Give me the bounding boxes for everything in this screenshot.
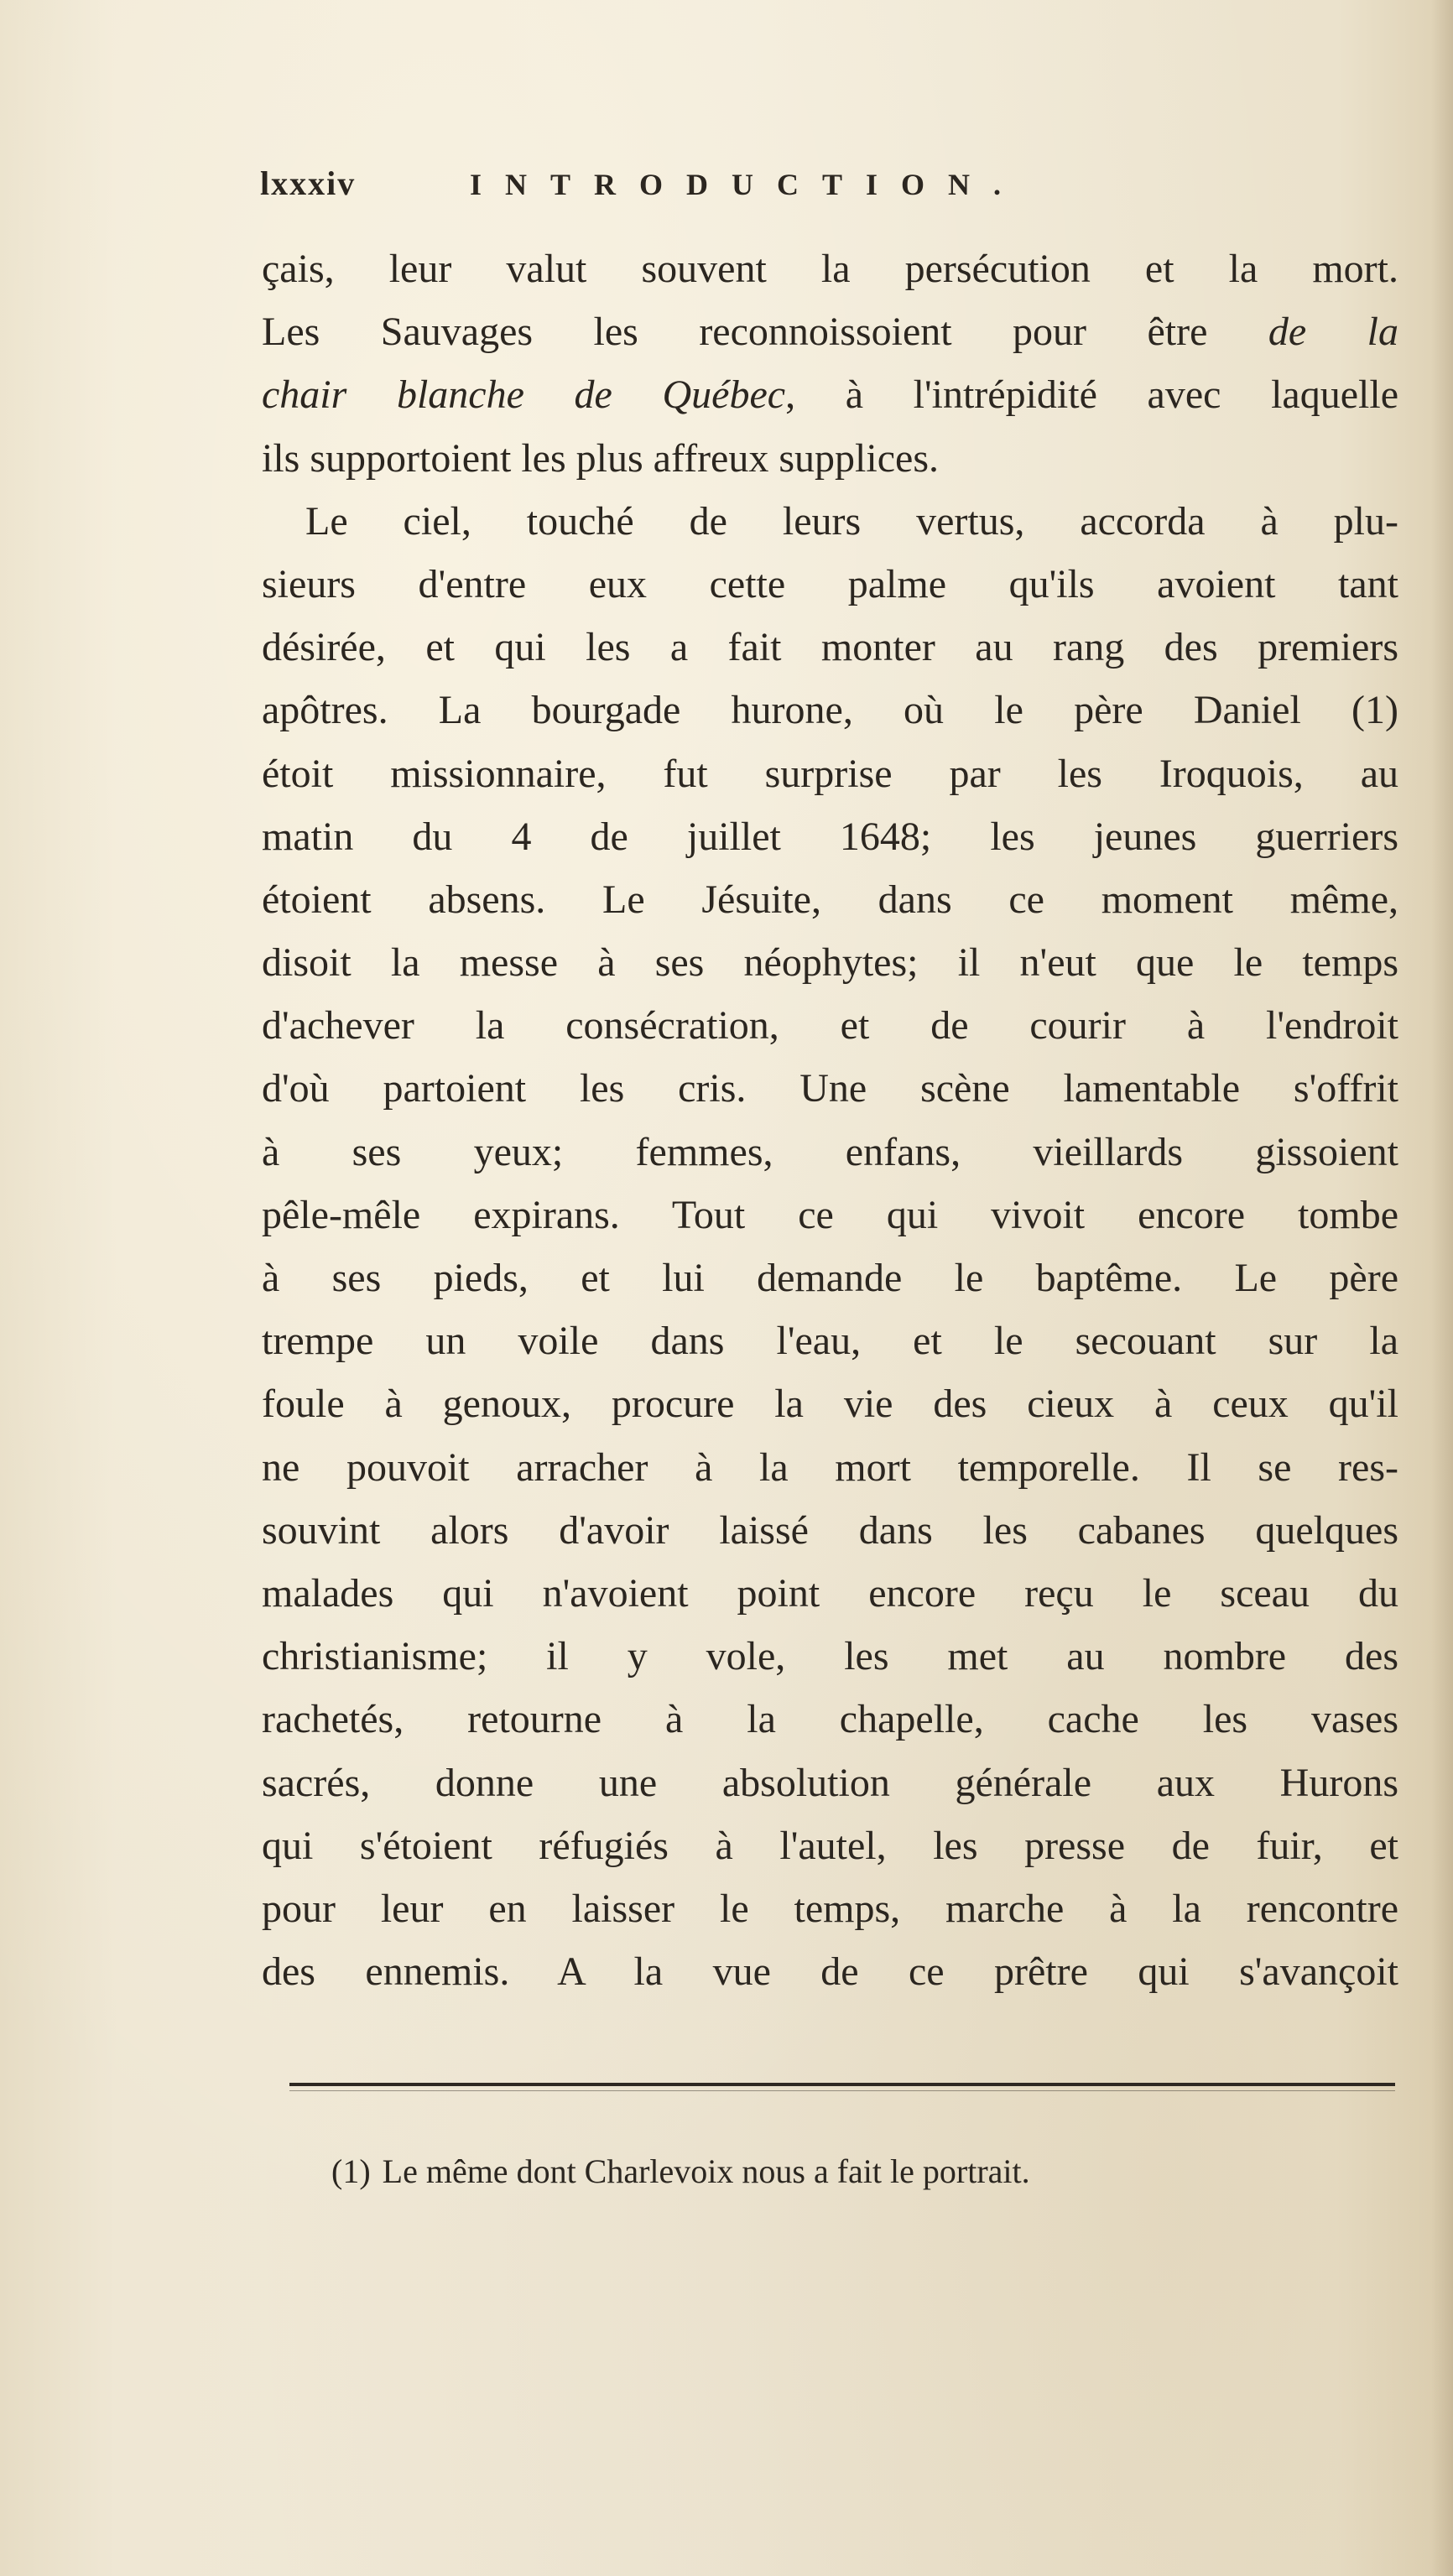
text-line-19: foule à genoux, procure la vie des cieux à ceux qu'il <box>262 1382 1398 1427</box>
page-edge-shadow <box>1431 0 1453 2576</box>
text-line-26: qui s'étoient réfugiés à l'autel, les presse de fuir, et <box>262 1823 1398 1868</box>
footnote-marker: (1) <box>331 2152 371 2190</box>
text-line-17: à ses pieds, et lui demande le baptême. Le père <box>262 1256 1398 1300</box>
text-line-25: sacrés, donne une absolution générale aux Hurons <box>262 1760 1398 1805</box>
footnote <box>331 2152 1030 2191</box>
text-line-3-italic: chair blanche de Québec <box>262 372 786 418</box>
text-line-10: matin du 4 de juillet 1648; les jeunes guerriers <box>262 814 1398 859</box>
text-line-3 <box>262 363 1398 426</box>
text-line-16: pêle-mêle expirans. Tout ce qui vivoit encore tombe <box>262 1192 1398 1237</box>
running-head: INTRODUCTION. <box>470 168 1025 201</box>
page-header <box>260 164 1183 214</box>
footnote-rule <box>289 2083 1395 2086</box>
text-line-4: ils supportoient les plus affreux supplices. <box>262 435 939 481</box>
text-line-18: trempe un voile dans l'eau, et le secouant sur la <box>262 1319 1398 1364</box>
text-line-20: ne pouvoit arracher à la mort temporelle. Il se res- <box>262 1444 1398 1490</box>
text-line-12: disoit la messe à ses néophytes; il n'eut que le temps <box>262 940 1398 986</box>
text-line-23: christianisme; il y vole, les met au nombre des <box>262 1634 1398 1679</box>
text-line-27: pour leur en laisser le temps, marche à la rencontre <box>262 1886 1398 1931</box>
text-line-2 <box>262 300 1398 363</box>
footnote-text: Le même dont Charlevoix nous a fait le portrait. <box>382 2152 1030 2190</box>
text-line-24: rachetés, retourne à la chapelle, cache les vases <box>262 1697 1398 1742</box>
text-line-3-roman: , à l'intrépidité avec laquelle <box>785 372 1398 418</box>
text-line-2-italic: de la <box>1268 310 1399 355</box>
text-line-9: étoit missionnaire, fut surprise par les Iroquois, au <box>262 751 1398 796</box>
text-line-8: apôtres. La bourgade hurone, où le père Daniel (1) <box>262 688 1398 733</box>
text-line-28: des ennemis. A la vue de ce prêtre qui s'avançoit <box>262 1949 1398 1995</box>
text-line-22: malades qui n'avoient point encore reçu le sceau du <box>262 1570 1398 1616</box>
footnote-rule-thin <box>289 2090 1395 2091</box>
text-line-14: d'où partoient les cris. Une scène lamentable s'offrit <box>262 1066 1398 1111</box>
text-line-2-roman: Les Sauvages les reconnoissoient pour être <box>262 310 1268 355</box>
text-line-13: d'achever la consécration, et de courir à l'endroit <box>262 1003 1398 1049</box>
page-number: lxxxiv <box>260 164 357 202</box>
text-line-1: çais, leur valut souvent la persécution et la mort. <box>262 247 1398 291</box>
text-line-11: étoient absens. Le Jésuite, dans ce moment même, <box>262 877 1398 922</box>
text-line-7: désirée, et qui les a fait monter au rang des premiers <box>262 625 1398 670</box>
text-line-15: à ses yeux; femmes, enfans, vieillards gissoient <box>262 1129 1398 1174</box>
body-text <box>262 237 1398 2003</box>
text-line-5: Le ciel, touché de leurs vertus, accorda à plu- <box>305 498 1398 544</box>
text-line-21: souvint alors d'avoir laissé dans les cabanes quelques <box>262 1507 1398 1553</box>
text-line-6: sieurs d'entre eux cette palme qu'ils avoient tant <box>262 561 1398 606</box>
